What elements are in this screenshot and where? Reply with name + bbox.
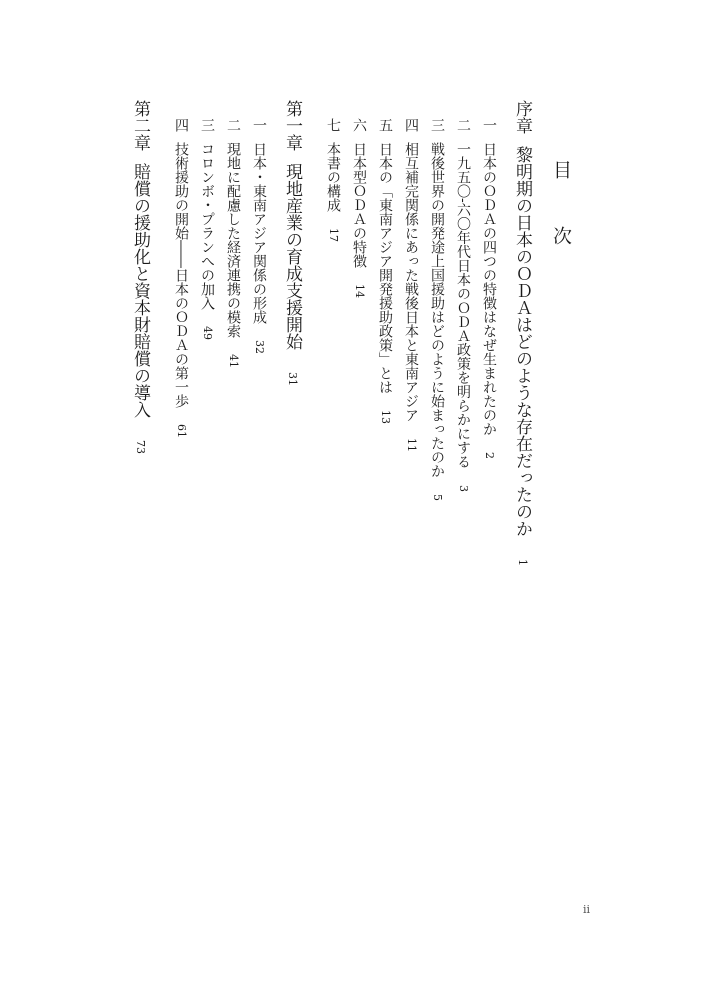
section-number: 四 [173,118,189,132]
section-number: 五 [377,118,393,132]
page-number: 13 [379,410,392,424]
section-title: 一九五〇‐六〇年代日本のＯＤＡ政策を明らかにする [455,142,471,469]
page-number: 1 [516,559,529,566]
section-number: 三 [429,118,445,132]
page-number: 32 [253,340,266,354]
section-number: 二 [225,118,241,132]
page-number: 14 [353,284,366,298]
section-title: 日本型ＯＤＡの特徴 [351,142,367,268]
section-number: 一 [481,118,497,132]
section-title: 戦後世界の開発途上国援助はどのように始まったのか [429,142,445,478]
section-title: コロンボ・プランへの加入 [199,142,215,310]
page-number: 61 [175,424,188,438]
toc-entry[interactable] [197,118,217,340]
page-number: 2 [483,452,496,459]
page-folio: ii [583,903,591,916]
chapter-title: 黎明期の日本のＯＤＡはどのような存在だったのか [512,146,532,537]
section-title: 本書の構成 [325,142,341,212]
section-title: 日本のＯＤＡの四つの特徴はなぜ生まれたのか [481,142,497,436]
toc-entry[interactable] [323,118,343,242]
toc-entry[interactable] [453,118,473,492]
section-number: 四 [403,118,419,132]
page-number: 31 [286,372,299,386]
section-number: 二 [455,118,471,132]
section-number: 六 [351,118,367,132]
section-title: 日本の「東南アジア開発援助政策」とは [377,142,393,394]
chapter-label: 第二章 [130,100,150,151]
toc-entry[interactable] [427,118,447,501]
page-number: 5 [431,494,444,501]
toc-entry[interactable] [249,118,269,354]
toc-entry[interactable] [375,118,395,424]
chapter-label: 第一章 [282,100,302,151]
section-title: 現地に配慮した経済連携の模索 [225,142,241,338]
section-title: 日本・東南アジア関係の形成 [251,142,267,324]
page-number: 3 [457,484,470,492]
toc-entry[interactable] [223,118,243,368]
page-number: 41 [227,354,240,368]
toc-entry[interactable] [479,118,499,459]
page-number: 49 [201,326,214,340]
toc-entry[interactable] [171,118,191,438]
chapter-title: 賠償の援助化と資本財賠償の導入 [130,163,150,418]
chapter-title: 現地産業の育成支援開始 [282,163,302,350]
chapter-label: 序章 [512,100,532,134]
toc-entry[interactable] [349,118,369,298]
section-number: 七 [325,118,341,132]
toc-chapter-intro[interactable] [510,100,535,566]
toc-chapter-1[interactable] [280,100,305,386]
toc-entry[interactable] [401,118,421,452]
section-title: 相互補完関係にあった戦後日本と東南アジア [403,142,419,422]
section-number: 三 [199,118,215,132]
toc-chapter-2[interactable] [128,100,153,454]
page-number: 11 [405,438,418,452]
page-number: 73 [134,440,147,454]
page-title: 目 次 [550,160,572,259]
section-title: 技術援助の開始――日本のＯＤＡの第一歩 [173,142,189,408]
section-number: 一 [251,118,267,132]
page-number: 17 [327,228,340,242]
